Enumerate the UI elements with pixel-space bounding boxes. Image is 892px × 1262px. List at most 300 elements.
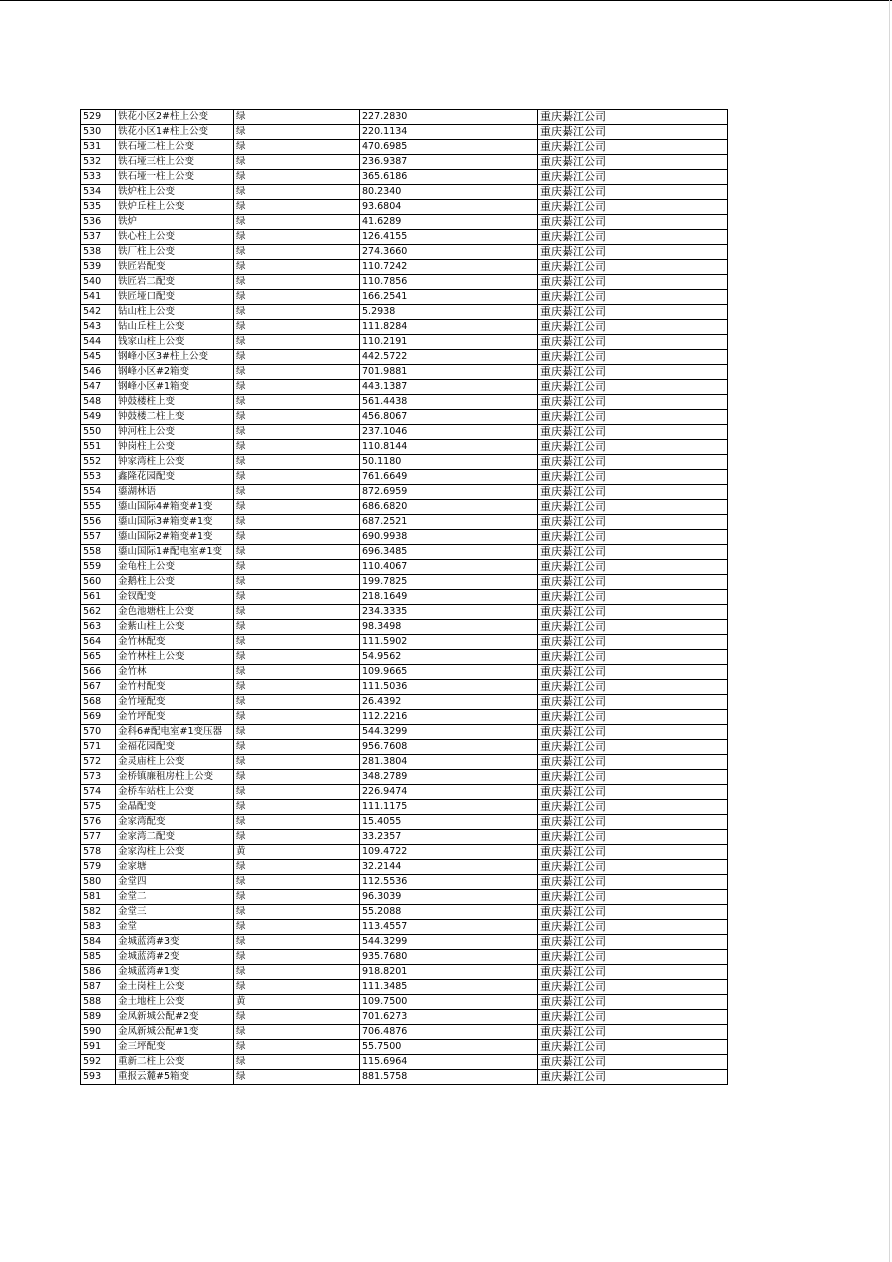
- transformer-name-cell: 铁炉柱上公变: [116, 185, 234, 200]
- transformer-name-cell: 铁炉丘柱上公变: [116, 200, 234, 215]
- company-cell: 重庆綦江公司: [538, 575, 728, 590]
- table-row: [81, 425, 728, 440]
- value-cell: 41.6289: [360, 215, 538, 230]
- value-cell: 110.2191: [360, 335, 538, 350]
- company-cell: 重庆綦江公司: [538, 770, 728, 785]
- status-color-cell: 绿: [234, 770, 360, 785]
- company-cell: 重庆綦江公司: [538, 875, 728, 890]
- row-number-cell: 548: [81, 395, 116, 410]
- value-cell: 111.5902: [360, 635, 538, 650]
- status-color-cell: 绿: [234, 110, 360, 125]
- status-color-cell: 绿: [234, 980, 360, 995]
- value-cell: 761.6649: [360, 470, 538, 485]
- table-row: [81, 1055, 728, 1070]
- row-number-cell: 593: [81, 1070, 116, 1085]
- status-color-cell: 绿: [234, 680, 360, 695]
- row-number-cell: 543: [81, 320, 116, 335]
- transformer-name-cell: 金色池塘柱上公变: [116, 605, 234, 620]
- value-cell: 544.3299: [360, 935, 538, 950]
- transformer-name-cell: 铁石垭一柱上公变: [116, 170, 234, 185]
- row-number-cell: 535: [81, 200, 116, 215]
- value-cell: 442.5722: [360, 350, 538, 365]
- value-cell: 50.1180: [360, 455, 538, 470]
- table-row: [81, 245, 728, 260]
- transformer-name-cell: 金堂三: [116, 905, 234, 920]
- table-row: [81, 785, 728, 800]
- status-color-cell: 绿: [234, 965, 360, 980]
- transformer-name-cell: 金土岗柱上公变: [116, 980, 234, 995]
- row-number-cell: 539: [81, 260, 116, 275]
- value-cell: 110.7242: [360, 260, 538, 275]
- company-cell: 重庆綦江公司: [538, 1055, 728, 1070]
- status-color-cell: 绿: [234, 920, 360, 935]
- status-color-cell: 绿: [234, 155, 360, 170]
- status-color-cell: 绿: [234, 560, 360, 575]
- value-cell: 110.4067: [360, 560, 538, 575]
- status-color-cell: 绿: [234, 1070, 360, 1085]
- company-cell: 重庆綦江公司: [538, 740, 728, 755]
- transformer-name-cell: 铁石垭二柱上公变: [116, 140, 234, 155]
- company-cell: 重庆綦江公司: [538, 530, 728, 545]
- company-cell: 重庆綦江公司: [538, 410, 728, 425]
- value-cell: 443.1387: [360, 380, 538, 395]
- row-number-cell: 529: [81, 110, 116, 125]
- transformer-name-cell: 铁匠垭口配变: [116, 290, 234, 305]
- status-color-cell: 绿: [234, 1055, 360, 1070]
- company-cell: 重庆綦江公司: [538, 890, 728, 905]
- value-cell: 456.8067: [360, 410, 538, 425]
- value-cell: 109.7500: [360, 995, 538, 1010]
- transformer-name-cell: 铁花小区1#柱上公变: [116, 125, 234, 140]
- transformer-name-cell: 金堂四: [116, 875, 234, 890]
- company-cell: 重庆綦江公司: [538, 455, 728, 470]
- row-number-cell: 571: [81, 740, 116, 755]
- row-number-cell: 559: [81, 560, 116, 575]
- company-cell: 重庆綦江公司: [538, 125, 728, 140]
- company-cell: 重庆綦江公司: [538, 785, 728, 800]
- company-cell: 重庆綦江公司: [538, 215, 728, 230]
- company-cell: 重庆綦江公司: [538, 305, 728, 320]
- transformer-name-cell: 铁匠岩配变: [116, 260, 234, 275]
- table-row: [81, 860, 728, 875]
- transformer-name-cell: 铁石垭三柱上公变: [116, 155, 234, 170]
- status-color-cell: 绿: [234, 815, 360, 830]
- transformer-name-cell: 铁花小区2#柱上公变: [116, 110, 234, 125]
- row-number-cell: 560: [81, 575, 116, 590]
- transformer-name-cell: 金凤新城公配#2变: [116, 1010, 234, 1025]
- transformer-name-cell: 金三坪配变: [116, 1040, 234, 1055]
- table-row: [81, 680, 728, 695]
- transformer-name-cell: 金竹坪配变: [116, 710, 234, 725]
- company-cell: 重庆綦江公司: [538, 500, 728, 515]
- status-color-cell: 绿: [234, 275, 360, 290]
- company-cell: 重庆綦江公司: [538, 725, 728, 740]
- status-color-cell: 绿: [234, 800, 360, 815]
- row-number-cell: 588: [81, 995, 116, 1010]
- company-cell: 重庆綦江公司: [538, 980, 728, 995]
- value-cell: 701.6273: [360, 1010, 538, 1025]
- company-cell: 重庆綦江公司: [538, 395, 728, 410]
- company-cell: 重庆綦江公司: [538, 110, 728, 125]
- company-cell: 重庆綦江公司: [538, 905, 728, 920]
- status-color-cell: 绿: [234, 410, 360, 425]
- table-row: [81, 830, 728, 845]
- row-number-cell: 540: [81, 275, 116, 290]
- table-row: [81, 230, 728, 245]
- row-number-cell: 553: [81, 470, 116, 485]
- transformer-name-cell: 金竹村配变: [116, 680, 234, 695]
- table-row: [81, 995, 728, 1010]
- table-row: [81, 215, 728, 230]
- company-cell: 重庆綦江公司: [538, 140, 728, 155]
- transformer-name-cell: 金灵庙柱上公变: [116, 755, 234, 770]
- row-number-cell: 534: [81, 185, 116, 200]
- company-cell: 重庆綦江公司: [538, 710, 728, 725]
- transformer-table: [80, 109, 728, 1085]
- value-cell: 544.3299: [360, 725, 538, 740]
- transformer-name-cell: 重新二柱上公变: [116, 1055, 234, 1070]
- value-cell: 690.9938: [360, 530, 538, 545]
- value-cell: 26.4392: [360, 695, 538, 710]
- row-number-cell: 545: [81, 350, 116, 365]
- value-cell: 96.3039: [360, 890, 538, 905]
- status-color-cell: 绿: [234, 695, 360, 710]
- row-number-cell: 576: [81, 815, 116, 830]
- value-cell: 109.9665: [360, 665, 538, 680]
- row-number-cell: 551: [81, 440, 116, 455]
- status-color-cell: 绿: [234, 530, 360, 545]
- company-cell: 重庆綦江公司: [538, 620, 728, 635]
- table-row: [81, 875, 728, 890]
- company-cell: 重庆綦江公司: [538, 845, 728, 860]
- status-color-cell: 绿: [234, 725, 360, 740]
- table-row: [81, 410, 728, 425]
- company-cell: 重庆綦江公司: [538, 425, 728, 440]
- row-number-cell: 585: [81, 950, 116, 965]
- company-cell: 重庆綦江公司: [538, 290, 728, 305]
- value-cell: 15.4055: [360, 815, 538, 830]
- row-number-cell: 579: [81, 860, 116, 875]
- company-cell: 重庆綦江公司: [538, 1025, 728, 1040]
- table-row: [81, 365, 728, 380]
- row-number-cell: 580: [81, 875, 116, 890]
- company-cell: 重庆綦江公司: [538, 560, 728, 575]
- transformer-name-cell: 鑫隆花园配变: [116, 470, 234, 485]
- row-number-cell: 575: [81, 800, 116, 815]
- transformer-name-cell: 金紫山柱上公变: [116, 620, 234, 635]
- status-color-cell: 绿: [234, 905, 360, 920]
- table-row: [81, 170, 728, 185]
- row-number-cell: 569: [81, 710, 116, 725]
- table-row: [81, 530, 728, 545]
- table-row: [81, 545, 728, 560]
- company-cell: 重庆綦江公司: [538, 605, 728, 620]
- company-cell: 重庆綦江公司: [538, 200, 728, 215]
- table-row: [81, 200, 728, 215]
- status-color-cell: 绿: [234, 605, 360, 620]
- status-color-cell: 绿: [234, 395, 360, 410]
- value-cell: 115.6964: [360, 1055, 538, 1070]
- company-cell: 重庆綦江公司: [538, 275, 728, 290]
- row-number-cell: 547: [81, 380, 116, 395]
- status-color-cell: 绿: [234, 665, 360, 680]
- row-number-cell: 587: [81, 980, 116, 995]
- row-number-cell: 581: [81, 890, 116, 905]
- table-row: [81, 305, 728, 320]
- status-color-cell: 绿: [234, 230, 360, 245]
- value-cell: 561.4438: [360, 395, 538, 410]
- row-number-cell: 558: [81, 545, 116, 560]
- company-cell: 重庆綦江公司: [538, 680, 728, 695]
- transformer-name-cell: 钻山柱上公变: [116, 305, 234, 320]
- company-cell: 重庆綦江公司: [538, 755, 728, 770]
- transformer-name-cell: 金堂二: [116, 890, 234, 905]
- company-cell: 重庆綦江公司: [538, 1040, 728, 1055]
- table-row: [81, 725, 728, 740]
- status-color-cell: 绿: [234, 215, 360, 230]
- company-cell: 重庆綦江公司: [538, 935, 728, 950]
- company-cell: 重庆綦江公司: [538, 665, 728, 680]
- value-cell: 111.8284: [360, 320, 538, 335]
- company-cell: 重庆綦江公司: [538, 470, 728, 485]
- table-row: [81, 755, 728, 770]
- table-row: [81, 1010, 728, 1025]
- status-color-cell: 绿: [234, 200, 360, 215]
- table-row: [81, 905, 728, 920]
- table-row: [81, 935, 728, 950]
- transformer-name-cell: 鎏山国际2#箱变#1变: [116, 530, 234, 545]
- value-cell: 111.1175: [360, 800, 538, 815]
- value-cell: 226.9474: [360, 785, 538, 800]
- status-color-cell: 绿: [234, 950, 360, 965]
- transformer-name-cell: 金桥镇廉租房柱上公变: [116, 770, 234, 785]
- transformer-name-cell: 金堂: [116, 920, 234, 935]
- value-cell: 55.2088: [360, 905, 538, 920]
- transformer-name-cell: 金家湾配变: [116, 815, 234, 830]
- table-row: [81, 770, 728, 785]
- table-row: [81, 125, 728, 140]
- status-color-cell: 黄: [234, 995, 360, 1010]
- table-row: [81, 815, 728, 830]
- row-number-cell: 536: [81, 215, 116, 230]
- status-color-cell: 绿: [234, 425, 360, 440]
- transformer-name-cell: 金土地柱上公变: [116, 995, 234, 1010]
- row-number-cell: 562: [81, 605, 116, 620]
- row-number-cell: 532: [81, 155, 116, 170]
- table-row: [81, 650, 728, 665]
- table-row: [81, 470, 728, 485]
- company-cell: 重庆綦江公司: [538, 515, 728, 530]
- table-row: [81, 710, 728, 725]
- transformer-name-cell: 鎏山国际3#箱变#1变: [116, 515, 234, 530]
- company-cell: 重庆綦江公司: [538, 260, 728, 275]
- row-number-cell: 544: [81, 335, 116, 350]
- status-color-cell: 绿: [234, 305, 360, 320]
- row-number-cell: 557: [81, 530, 116, 545]
- value-cell: 109.4722: [360, 845, 538, 860]
- company-cell: 重庆綦江公司: [538, 545, 728, 560]
- value-cell: 55.7500: [360, 1040, 538, 1055]
- row-number-cell: 592: [81, 1055, 116, 1070]
- table-row: [81, 515, 728, 530]
- value-cell: 227.2830: [360, 110, 538, 125]
- row-number-cell: 561: [81, 590, 116, 605]
- status-color-cell: 绿: [234, 545, 360, 560]
- transformer-name-cell: 铁炉: [116, 215, 234, 230]
- row-number-cell: 530: [81, 125, 116, 140]
- transformer-name-cell: 重报云麓#5箱变: [116, 1070, 234, 1085]
- transformer-name-cell: 金城蓝湾#3变: [116, 935, 234, 950]
- status-color-cell: 绿: [234, 875, 360, 890]
- transformer-name-cell: 钢峰小区#1箱变: [116, 380, 234, 395]
- status-color-cell: 绿: [234, 860, 360, 875]
- status-color-cell: 绿: [234, 620, 360, 635]
- table-row: [81, 500, 728, 515]
- transformer-name-cell: 金竹林: [116, 665, 234, 680]
- value-cell: 365.6186: [360, 170, 538, 185]
- value-cell: 33.2357: [360, 830, 538, 845]
- transformer-name-cell: 铁厂柱上公变: [116, 245, 234, 260]
- row-number-cell: 538: [81, 245, 116, 260]
- status-color-cell: 绿: [234, 260, 360, 275]
- table-row: [81, 290, 728, 305]
- table-row: [81, 350, 728, 365]
- value-cell: 112.5536: [360, 875, 538, 890]
- status-color-cell: 绿: [234, 380, 360, 395]
- table-body: [81, 110, 728, 1085]
- row-number-cell: 549: [81, 410, 116, 425]
- row-number-cell: 570: [81, 725, 116, 740]
- company-cell: 重庆綦江公司: [538, 800, 728, 815]
- company-cell: 重庆綦江公司: [538, 830, 728, 845]
- status-color-cell: 绿: [234, 1025, 360, 1040]
- row-number-cell: 584: [81, 935, 116, 950]
- table-row: [81, 1025, 728, 1040]
- transformer-name-cell: 鎏山国际1#配电室#1变: [116, 545, 234, 560]
- value-cell: 274.3660: [360, 245, 538, 260]
- transformer-name-cell: 鎏湖林语: [116, 485, 234, 500]
- company-cell: 重庆綦江公司: [538, 635, 728, 650]
- transformer-name-cell: 钱家山柱上公变: [116, 335, 234, 350]
- company-cell: 重庆綦江公司: [538, 350, 728, 365]
- status-color-cell: 黄: [234, 845, 360, 860]
- value-cell: 54.9562: [360, 650, 538, 665]
- transformer-name-cell: 金城蓝湾#1变: [116, 965, 234, 980]
- status-color-cell: 绿: [234, 740, 360, 755]
- company-cell: 重庆綦江公司: [538, 920, 728, 935]
- transformer-name-cell: 钻山丘柱上公变: [116, 320, 234, 335]
- status-color-cell: 绿: [234, 290, 360, 305]
- table-row: [81, 950, 728, 965]
- table-row: [81, 155, 728, 170]
- table-row: [81, 260, 728, 275]
- value-cell: 218.1649: [360, 590, 538, 605]
- value-cell: 111.5036: [360, 680, 538, 695]
- table-row: [81, 740, 728, 755]
- value-cell: 918.8201: [360, 965, 538, 980]
- status-color-cell: 绿: [234, 890, 360, 905]
- transformer-name-cell: 金凤新城公配#1变: [116, 1025, 234, 1040]
- company-cell: 重庆綦江公司: [538, 860, 728, 875]
- status-color-cell: 绿: [234, 650, 360, 665]
- status-color-cell: 绿: [234, 335, 360, 350]
- value-cell: 166.2541: [360, 290, 538, 305]
- value-cell: 686.6820: [360, 500, 538, 515]
- value-cell: 237.1046: [360, 425, 538, 440]
- status-color-cell: 绿: [234, 170, 360, 185]
- row-number-cell: 573: [81, 770, 116, 785]
- row-number-cell: 578: [81, 845, 116, 860]
- status-color-cell: 绿: [234, 935, 360, 950]
- status-color-cell: 绿: [234, 455, 360, 470]
- company-cell: 重庆綦江公司: [538, 1070, 728, 1085]
- table-row: [81, 890, 728, 905]
- row-number-cell: 586: [81, 965, 116, 980]
- value-cell: 98.3498: [360, 620, 538, 635]
- transformer-name-cell: 金竹林配变: [116, 635, 234, 650]
- value-cell: 701.9881: [360, 365, 538, 380]
- row-number-cell: 556: [81, 515, 116, 530]
- value-cell: 687.2521: [360, 515, 538, 530]
- transformer-name-cell: 金城蓝湾#2变: [116, 950, 234, 965]
- company-cell: 重庆綦江公司: [538, 185, 728, 200]
- table-row: [81, 185, 728, 200]
- transformer-name-cell: 金钗配变: [116, 590, 234, 605]
- status-color-cell: 绿: [234, 125, 360, 140]
- value-cell: 112.2216: [360, 710, 538, 725]
- company-cell: 重庆綦江公司: [538, 230, 728, 245]
- status-color-cell: 绿: [234, 755, 360, 770]
- transformer-name-cell: 钟鼓楼柱上变: [116, 395, 234, 410]
- row-number-cell: 577: [81, 830, 116, 845]
- table-row: [81, 575, 728, 590]
- row-number-cell: 566: [81, 665, 116, 680]
- table-row: [81, 845, 728, 860]
- transformer-name-cell: 金竹林柱上公变: [116, 650, 234, 665]
- table-row: [81, 140, 728, 155]
- company-cell: 重庆綦江公司: [538, 365, 728, 380]
- value-cell: 126.4155: [360, 230, 538, 245]
- status-color-cell: 绿: [234, 515, 360, 530]
- transformer-name-cell: 鎏山国际4#箱变#1变: [116, 500, 234, 515]
- table-row: [81, 605, 728, 620]
- status-color-cell: 绿: [234, 185, 360, 200]
- company-cell: 重庆綦江公司: [538, 440, 728, 455]
- value-cell: 234.3335: [360, 605, 538, 620]
- value-cell: 5.2938: [360, 305, 538, 320]
- company-cell: 重庆綦江公司: [538, 995, 728, 1010]
- status-color-cell: 绿: [234, 365, 360, 380]
- transformer-name-cell: 金家湾二配变: [116, 830, 234, 845]
- table-row: [81, 1070, 728, 1085]
- status-color-cell: 绿: [234, 500, 360, 515]
- status-color-cell: 绿: [234, 350, 360, 365]
- company-cell: 重庆綦江公司: [538, 650, 728, 665]
- transformer-name-cell: 金鹅柱上公变: [116, 575, 234, 590]
- status-color-cell: 绿: [234, 470, 360, 485]
- company-cell: 重庆綦江公司: [538, 155, 728, 170]
- transformer-name-cell: 钢峰小区#2箱变: [116, 365, 234, 380]
- company-cell: 重庆綦江公司: [538, 320, 728, 335]
- row-number-cell: 582: [81, 905, 116, 920]
- transformer-name-cell: 金晶配变: [116, 800, 234, 815]
- table-row: [81, 485, 728, 500]
- value-cell: 236.9387: [360, 155, 538, 170]
- company-cell: 重庆綦江公司: [538, 965, 728, 980]
- status-color-cell: 绿: [234, 830, 360, 845]
- row-number-cell: 567: [81, 680, 116, 695]
- row-number-cell: 583: [81, 920, 116, 935]
